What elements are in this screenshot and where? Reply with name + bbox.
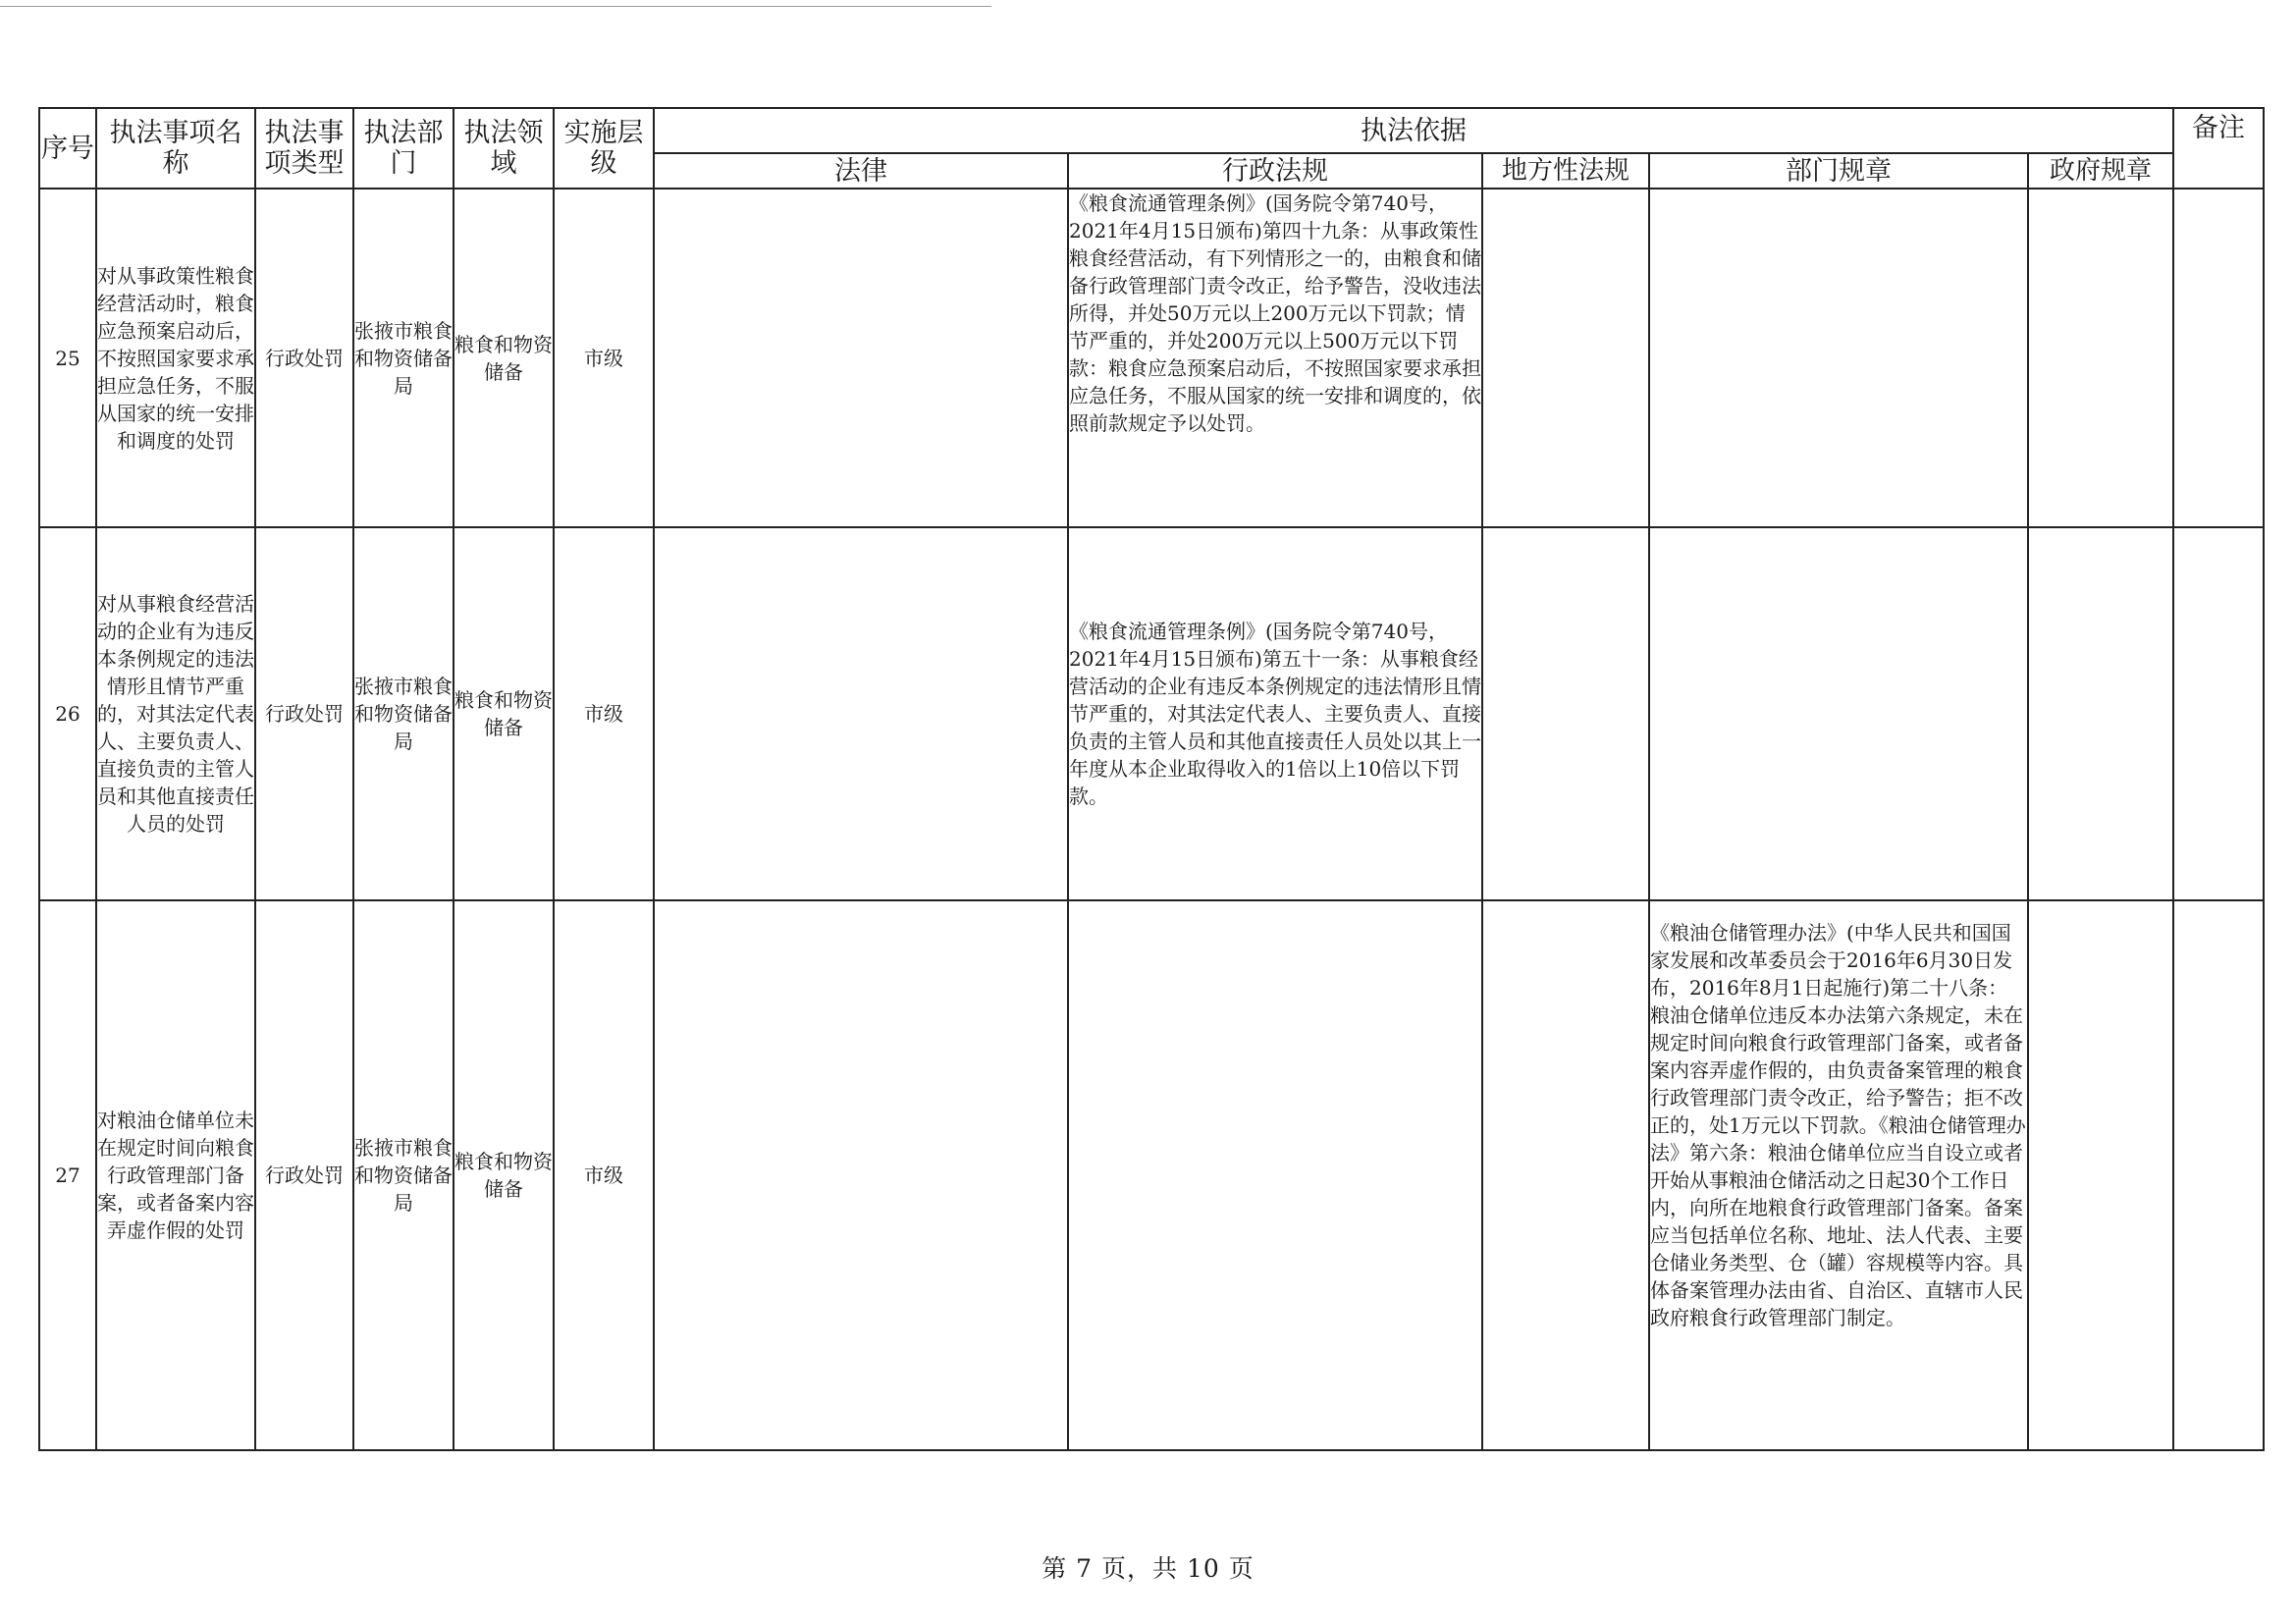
row-gov-rule bbox=[2028, 527, 2173, 900]
row-admin-reg: 《粮食流通管理条例》(国务院令第740号，2021年4月15日颁布)第四十九条：从事政策性粮食经营活动，有下列情形之一的，由粮食和储备行政管理部门责令改正，给予警告，没收违法所得，并处50万元以上200万元以下罚款；情节严重的，并处200万元以上500万元以下罚款：粮食应急预案启动后，不按照国家要求承担应急任务，不服从国家的统一安排和调度的，依照前款规定予以处罚。 bbox=[1068, 189, 1482, 527]
page-footer: 第 7 页，共 10 页 bbox=[1041, 1554, 1255, 1583]
row-level: 市级 bbox=[554, 527, 654, 900]
row-seq: 26 bbox=[39, 527, 96, 900]
table-row bbox=[39, 189, 2264, 527]
row-field: 粮食和物资储备 bbox=[454, 189, 554, 527]
row-remark bbox=[2173, 900, 2264, 1450]
enforcement-table bbox=[38, 107, 2265, 1451]
header-field: 执法领域 bbox=[454, 108, 554, 189]
row-dept-rule bbox=[1649, 527, 2028, 900]
row-remark bbox=[2173, 527, 2264, 900]
header-level: 实施层级 bbox=[554, 108, 654, 189]
header-admin-reg: 行政法规 bbox=[1068, 153, 1482, 189]
row-level: 市级 bbox=[554, 189, 654, 527]
row-item-name: 对从事政策性粮食经营活动时，粮食应急预案启动后，不按照国家要求承担应急任务，不服从国家的统一安排和调度的处罚 bbox=[96, 189, 255, 527]
row-law bbox=[654, 189, 1068, 527]
row-seq: 27 bbox=[39, 900, 96, 1450]
row-dept: 张掖市粮食和物资储备局 bbox=[353, 900, 454, 1450]
row-gov-rule bbox=[2028, 189, 2173, 527]
row-item-name: 对从事粮食经营活动的企业有为违反本条例规定的违法情形且情节严重的，对其法定代表人、主要负责人、直接负责的主管人员和其他直接责任人员的处罚 bbox=[96, 527, 255, 900]
table-row bbox=[39, 527, 2264, 900]
row-local-reg bbox=[1482, 900, 1649, 1450]
row-dept: 张掖市粮食和物资储备局 bbox=[353, 527, 454, 900]
row-admin-reg bbox=[1068, 900, 1482, 1450]
row-item-name: 对粮油仓储单位未在规定时间向粮食行政管理部门备案，或者备案内容弄虚作假的处罚 bbox=[96, 900, 255, 1450]
row-remark bbox=[2173, 189, 2264, 527]
header-basis: 执法依据 bbox=[654, 108, 2173, 153]
table-row bbox=[39, 900, 2264, 1450]
header-local-reg: 地方性法规 bbox=[1482, 153, 1649, 189]
header-item-name: 执法事项名称 bbox=[96, 108, 255, 189]
header-dept-rule: 部门规章 bbox=[1649, 153, 2028, 189]
header-item-type: 执法事项类型 bbox=[255, 108, 353, 189]
row-field: 粮食和物资储备 bbox=[454, 527, 554, 900]
row-dept-rule bbox=[1649, 189, 2028, 527]
header-seq: 序号 bbox=[39, 108, 96, 189]
row-dept: 张掖市粮食和物资储备局 bbox=[353, 189, 454, 527]
row-local-reg bbox=[1482, 527, 1649, 900]
row-law bbox=[654, 900, 1068, 1450]
header-law: 法律 bbox=[654, 153, 1068, 189]
row-local-reg bbox=[1482, 189, 1649, 527]
row-item-type: 行政处罚 bbox=[255, 527, 353, 900]
row-dept-rule: 《粮油仓储管理办法》(中华人民共和国国家发展和改革委员会于2016年6月30日发布，2016年8月1日起施行)第二十八条：粮油仓储单位违反本办法第六条规定，未在规定时间向粮食行政管理部门备案，或者备案内容弄虚作假的，由负责备案管理的粮食行政管理部门责令改正，给予警告；拒不改正的，处1万元以下罚款。《粮油仓储管理办法》第六条：粮油仓储单位应当自设立或者开始从事粮油仓储活动之日起30个工作日内，向所在地粮食行政管理部门备案。备案应当包括单位名称、地址、法人代表、主要仓储业务类型、仓（罐）容规模等内容。具体备案管理办法由省、自治区、直辖市人民政府粮食行政管理部门制定。 bbox=[1649, 900, 2028, 1450]
row-item-type: 行政处罚 bbox=[255, 900, 353, 1450]
row-field: 粮食和物资储备 bbox=[454, 900, 554, 1450]
row-gov-rule bbox=[2028, 900, 2173, 1450]
row-seq: 25 bbox=[39, 189, 96, 527]
row-admin-reg: 《粮食流通管理条例》(国务院令第740号，2021年4月15日颁布)第五十一条：从事粮食经营活动的企业有违反本条例规定的违法情形且情节严重的，对其法定代表人、主要负责人、直接负责的主管人员和其他直接责任人员处以其上一年度从本企业取得收入的1倍以上10倍以下罚款。 bbox=[1068, 527, 1482, 900]
header-gov-rule: 政府规章 bbox=[2028, 153, 2173, 189]
row-level: 市级 bbox=[554, 900, 654, 1450]
row-law bbox=[654, 527, 1068, 900]
top-rule bbox=[0, 6, 991, 7]
header-remark: 备注 bbox=[2173, 108, 2264, 189]
header-dept: 执法部门 bbox=[353, 108, 454, 189]
row-item-type: 行政处罚 bbox=[255, 189, 353, 527]
